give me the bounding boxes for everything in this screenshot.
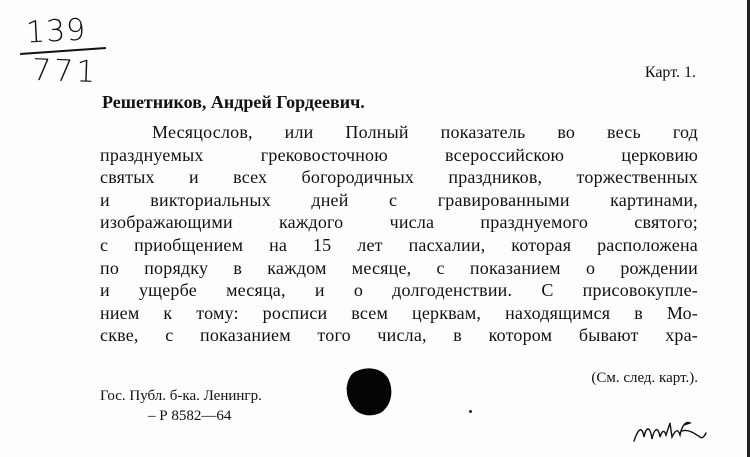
card-number-label: Карт. 1. (644, 64, 696, 81)
author-heading: Решетников, Андрей Гордеевич. (102, 92, 365, 112)
description-line: Месяцослов, или Полный показатель во весь год (152, 122, 698, 142)
description-line: по порядку в каждом месяце, с показанием о рождении (100, 257, 698, 278)
description-line: с приобщением на 15 лет пасхалии, которая расположена (100, 234, 698, 255)
ink-speck (469, 410, 472, 413)
description-line: нием к тому: росписи всем церквам, находящимся в Мо- (100, 302, 698, 323)
shelf-mark-top: 139 (25, 12, 88, 51)
continued-note: (См. след. карт.). (591, 370, 698, 386)
shelf-mark (18, 14, 118, 94)
description-line: и ущербе месяца, и о долгоденствии. С присовокупле- (100, 280, 698, 301)
shelf-mark-bottom: 771 (31, 52, 99, 91)
handwritten-signature-icon (630, 411, 710, 447)
library-stamp (100, 386, 262, 426)
library-name: Гос. Публ. б-ка. Ленингр. (100, 388, 262, 404)
title-description (100, 121, 698, 347)
library-code: – Р 8582—64 (148, 408, 232, 424)
description-line: изображающими каждого числа празднуемого святого; (100, 212, 698, 233)
description-line: празднуемых грековосточною всероссийскою церковию (100, 144, 698, 165)
description-line: и викториальных дней с гравированными картинами, (100, 189, 698, 210)
description-line: скве, с показанием того числа, в котором бывают хра- (100, 325, 698, 346)
ink-blot-mark (344, 364, 394, 418)
description-line: святых и всех богородичных праздников, торжественных (100, 167, 698, 188)
